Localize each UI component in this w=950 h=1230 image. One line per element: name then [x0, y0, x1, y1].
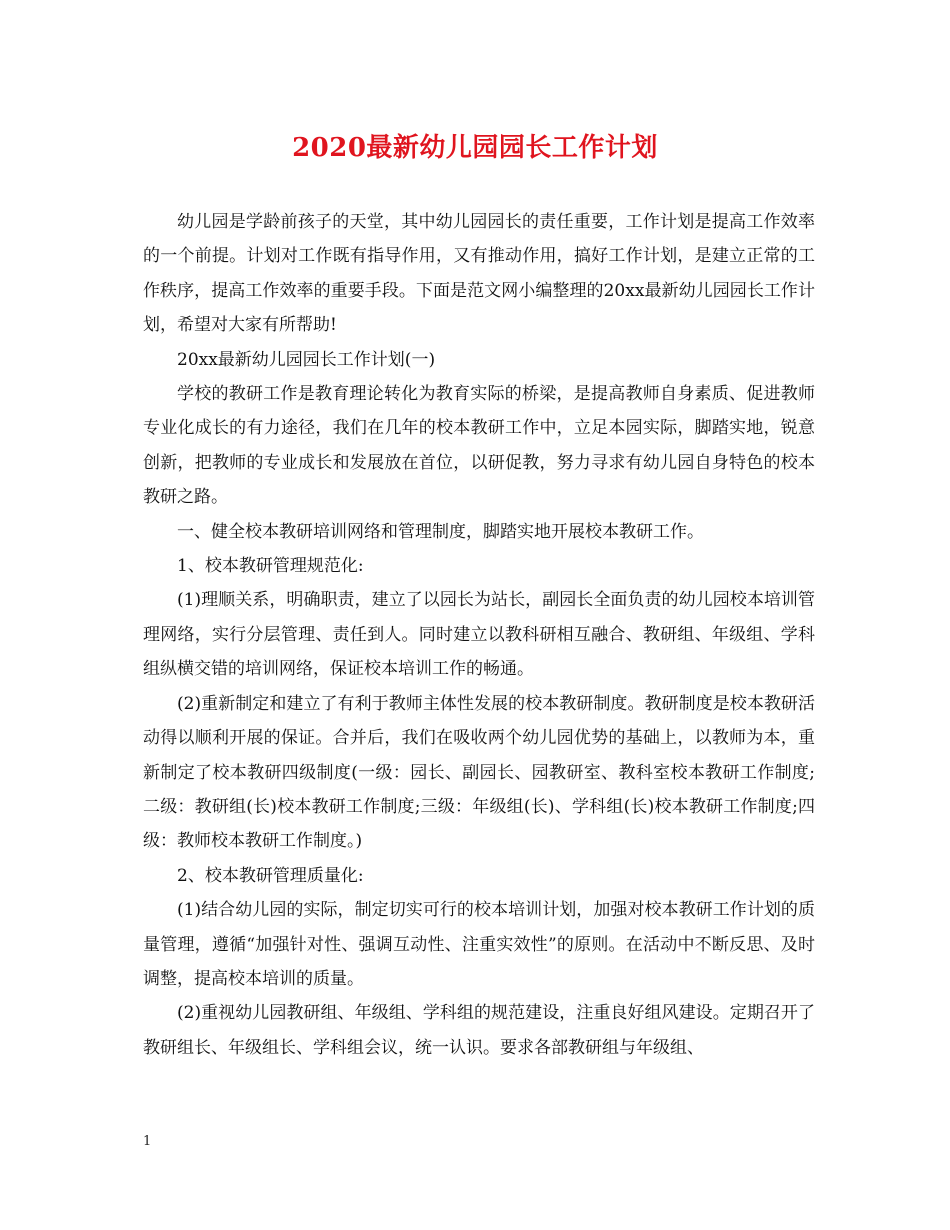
paragraph-item-1-2: (2)重新制定和建立了有利于教师主体性发展的校本教研制度。教研制度是校本教研活动得以顺利开展的保证。合并后，我们在吸收两个幼儿园优势的基础上，以教师为本，重新制定了校本教研四级制度(一级：园长、副园长、园教研室、教科室校本教研工作制度;二级：教研组(长)校本教研工作制度;三级：年级组(长)、学科组(长)校本教研工作制度;四级：教师校本教研工作制度。) [143, 693, 815, 852]
page-number: 1 [143, 1134, 152, 1149]
paragraph-item-2-2: (2)重视幼儿园教研组、年级组、学科组的规范建设，注重良好组风建设。定期召开了教研组长、年级组长、学科组会议，统一认识。要求各部教研组与年级组、 [143, 1003, 815, 1058]
paragraph-item-2-1: (1)结合幼儿园的实际，制定切实可行的校本培训计划，加强对校本教研工作计划的质量管理，遵循“加强针对性、强调互动性、注重实效性”的原则。在活动中不断反思、及时调整，提高校本培训的质量。 [143, 900, 815, 989]
paragraph-heading-one: 一、健全校本教研培训网络和管理制度，脚踏实地开展校本教研工作。 [177, 521, 704, 542]
paragraph-subheading-1: 1、校本教研管理规范化: [177, 556, 364, 577]
paragraph-teaching-research: 学校的教研工作是教育理论转化为教育实际的桥梁，是提高教师自身素质、促进教师专业化成长的有力途径，我们在几年的校本教研工作中，立足本园实际，脚踏实地，锐意创新，把教师的专业成长和发展放在首位，以研促教，努力寻求有幼儿园自身特色的校本教研之路。 [143, 384, 815, 508]
paragraph-section-heading: 20xx最新幼儿园园长工作计划(一) [177, 349, 436, 370]
paragraph-item-1-1: (1)理顺关系，明确职责，建立了以园长为站长，副园长全面负责的幼儿园校本培训管理网络，实行分层管理、责任到人。同时建立以教科研相互融合、教研组、年级组、学科组纵横交错的培训网络，保证校本培训工作的畅通。 [143, 590, 815, 680]
document-body [143, 205, 815, 1065]
paragraph-intro: 幼儿园是学龄前孩子的天堂，其中幼儿园园长的责任重要，工作计划是提高工作效率的一个前提。计划对工作既有指导作用，又有推动作用，搞好工作计划，是建立正常的工作秩序，提高工作效率的重要手段。下面是范文网小编整理的20xx最新幼儿园园长工作计划，希望对大家有所帮助! [143, 212, 815, 336]
document-title: 2020最新幼儿园园长工作计划 [292, 133, 658, 163]
paragraph-subheading-2: 2、校本教研管理质量化: [177, 865, 364, 886]
